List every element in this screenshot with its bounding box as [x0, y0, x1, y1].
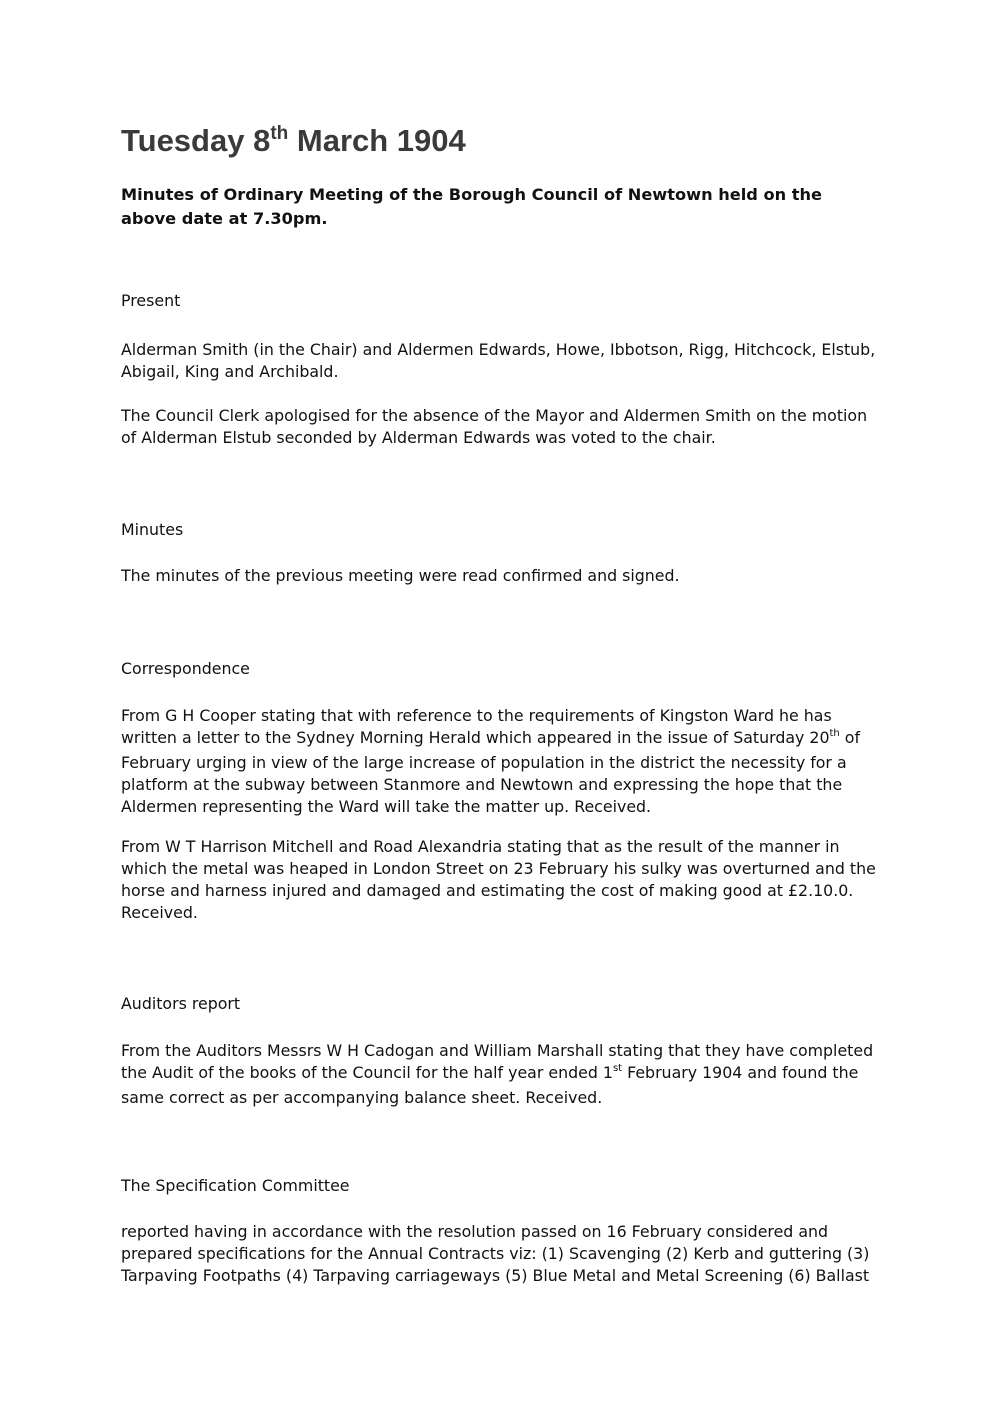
title-date: Tuesday 8	[121, 123, 271, 158]
auditors-text-1: From the Auditors Messrs W H Cadogan and William Marshall stating that they have completed the Audit of the books of the Council for the half year ended 1	[121, 1041, 874, 1082]
correspondence-cooper-ordinal: th	[829, 728, 840, 739]
correspondence-cooper-text-1: From G H Cooper stating that with reference to the requirements of Kingston Ward he has written a letter to the Sydney Morning Herald which appeared in the issue of Saturday 20	[121, 706, 832, 747]
auditors-paragraph	[121, 1040, 881, 1109]
section-heading-present: Present	[121, 291, 181, 310]
correspondence-mitchell-paragraph: From W T Harrison Mitchell and Road Alexandria stating that as the result of the manner in which the metal was heaped in London Street on 23 February his sulky was overturned and the horse and harness injured and damaged and estimating the cost of making good at £2.10.0. Received.	[121, 837, 876, 922]
section-heading-correspondence: Correspondence	[121, 659, 250, 678]
title-ordinal: th	[270, 123, 289, 144]
document-title	[121, 119, 466, 168]
title-month-year: March 1904	[288, 123, 466, 158]
section-heading-minutes: Minutes	[121, 520, 184, 539]
present-chair-paragraph: The Council Clerk apologised for the absence of the Mayor and Aldermen Smith on the motion of Alderman Elstub seconded by Alderman Edwards was voted to the chair.	[121, 406, 868, 447]
correspondence-cooper-text-2: of February urging in view of the large increase of population in the district the necessity for a platform at the subway between Stanmore and Newtown and expressing the hope that the Aldermen representing the Ward will take the matter up. Received.	[121, 728, 861, 816]
section-heading-specification: The Specification Committee	[121, 1176, 350, 1195]
auditors-ordinal: st	[612, 1063, 623, 1074]
auditors-text-2: February 1904 and found the same correct as per accompanying balance sheet. Received.	[121, 1063, 859, 1107]
present-attendees-paragraph: Alderman Smith (in the Chair) and Aldermen Edwards, Howe, Ibbotson, Rigg, Hitchcock, Elstub, Abigail, King and Archibald.	[121, 340, 876, 381]
correspondence-cooper-paragraph	[121, 705, 881, 818]
specification-paragraph: reported having in accordance with the resolution passed on 16 February considered and prepared specifications for the Annual Contracts viz: (1) Scavenging (2) Kerb and guttering (3) Tarpaving Footpaths (4) Tarpaving carriageways (5) Blue Metal and Metal Screening (6) Ballast	[121, 1222, 870, 1285]
meeting-subtitle: Minutes of Ordinary Meeting of the Borough Council of Newtown held on the above date at 7.30pm.	[121, 185, 823, 228]
section-heading-auditors: Auditors report	[121, 994, 241, 1013]
minutes-paragraph: The minutes of the previous meeting were read confirmed and signed.	[121, 566, 680, 585]
